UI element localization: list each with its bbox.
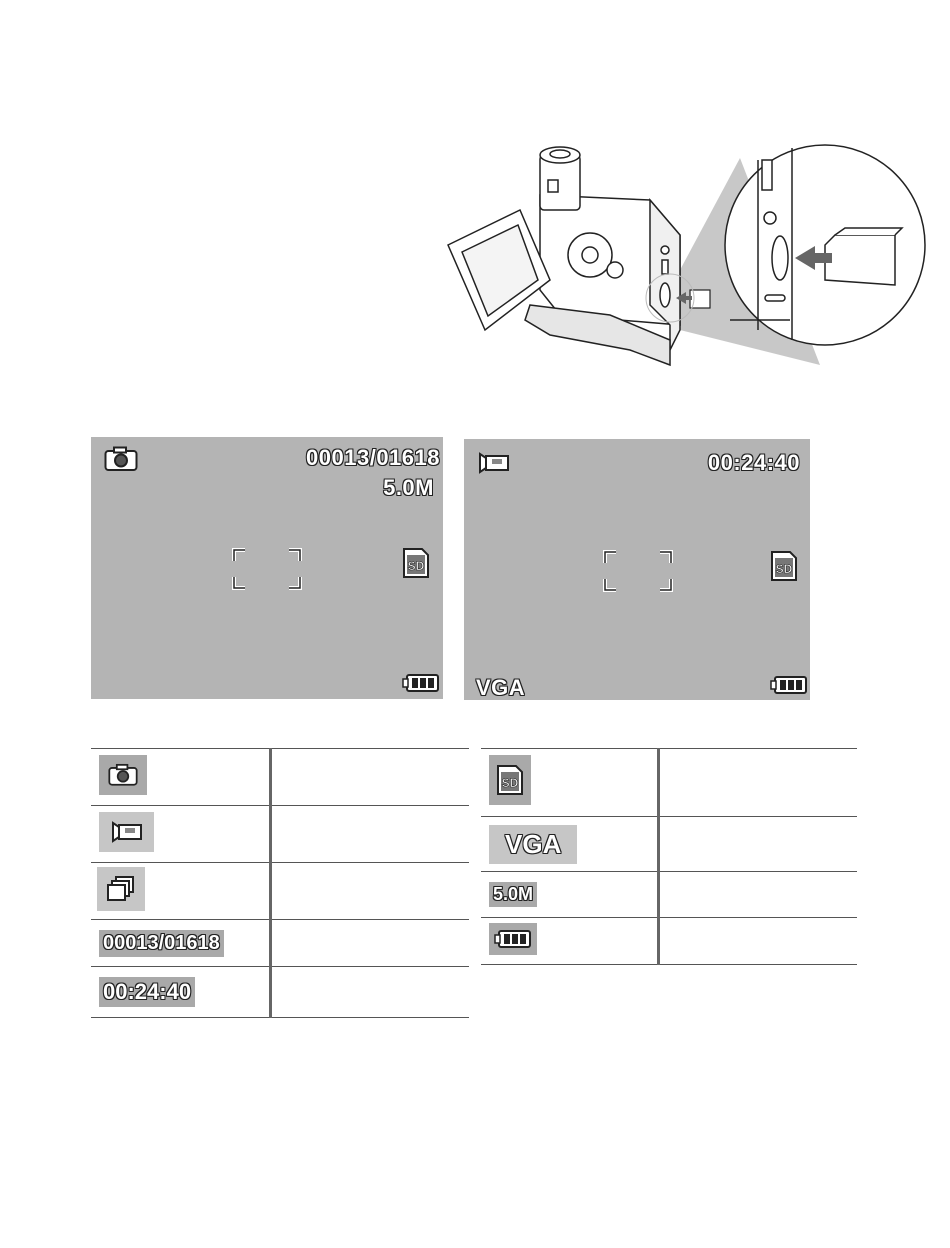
resolution-sample: 5.0M (493, 884, 534, 904)
camera-body (448, 147, 680, 365)
recording-timer: 00:24:40 (707, 450, 800, 475)
icon-legend-right (481, 748, 857, 965)
camera-icon (108, 763, 138, 787)
svg-text:SD: SD (775, 562, 793, 576)
video-camera-icon (478, 452, 510, 474)
quality-sample: VGA (505, 828, 562, 859)
legend-row-timer (91, 967, 469, 1018)
legend-row-resolution (481, 872, 857, 918)
svg-text:SD: SD (501, 776, 519, 790)
timer-sample: 00:24:40 (103, 979, 192, 1004)
legend-row-continuous (91, 863, 469, 920)
svg-text:SD: SD (407, 559, 425, 573)
sd-card-icon (770, 550, 798, 582)
continuous-shot-icon (106, 875, 136, 903)
icon-legend-left (91, 748, 469, 1018)
battery-icon (402, 673, 440, 693)
legend-row-counter (91, 920, 469, 967)
lcd-video-mode-screen (464, 439, 810, 700)
shot-counter: 00013/01618 (306, 445, 440, 470)
legend-row-video (91, 806, 469, 863)
sd-card-icon (402, 547, 430, 579)
legend-row-camera (91, 749, 469, 806)
zoom-detail (725, 145, 925, 345)
camera-icon (104, 446, 138, 472)
resolution-indicator: 5.0M (383, 475, 434, 500)
video-camera-icon (111, 821, 143, 843)
lcd-photo-mode-screen (91, 437, 443, 699)
legend-row-sd-card (481, 749, 857, 817)
video-quality-indicator: VGA (476, 675, 526, 700)
focus-frame (602, 549, 674, 593)
legend-row-quality (481, 817, 857, 872)
battery-icon (494, 929, 532, 949)
sd-card-icon (496, 762, 524, 798)
legend-row-battery (481, 918, 857, 965)
camera-sd-card-illustration (440, 140, 930, 370)
battery-icon (770, 675, 808, 695)
focus-frame (231, 547, 303, 591)
counter-sample: 00013/01618 (103, 931, 220, 954)
